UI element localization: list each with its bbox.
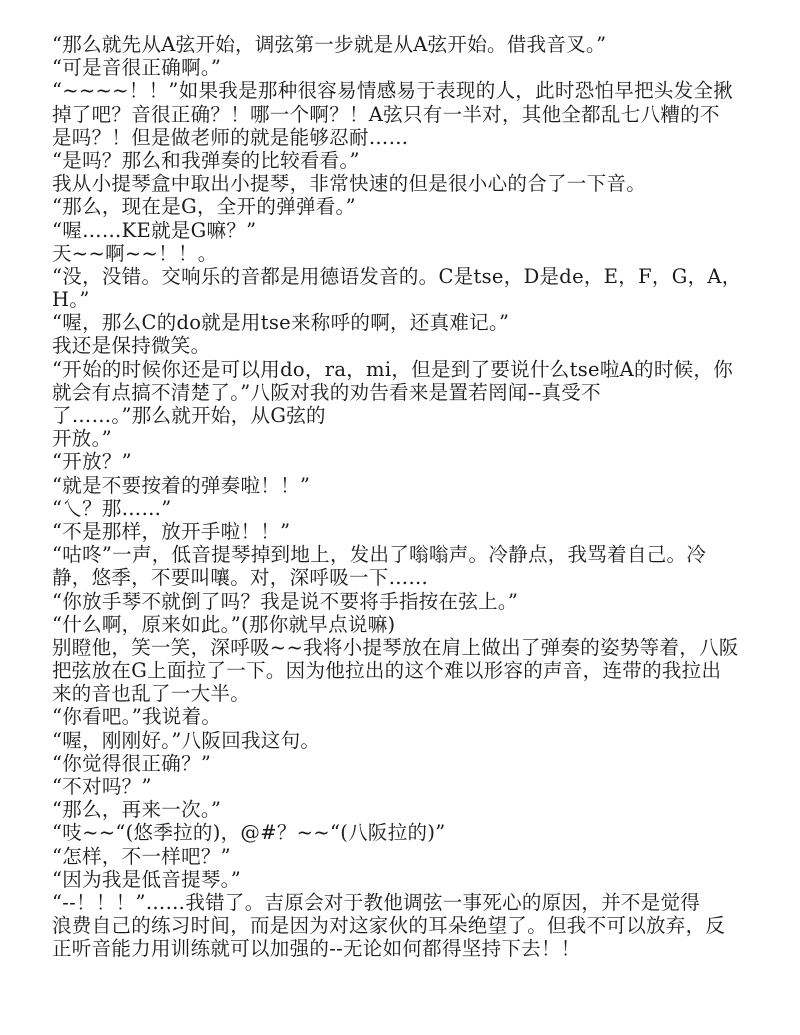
text-line: 我还是保持微笑。 [52, 334, 211, 358]
text-line: 正听音能力用训练就可以加强的--无论如何都得坚持下去！！ [52, 937, 581, 961]
text-line: “开始的时候你还是可以用do，ra，mi，但是到了要说什么tse啦A的时候，你 [52, 357, 734, 381]
text-line: 把弦放在G上面拉了一下。因为他拉出的这个难以形容的声音，连带的我拉出 [52, 659, 722, 683]
text-line: “~~~~！！”如果我是那种很容易情感易于表现的人，此时恐怕早把头发全揪 [52, 79, 734, 103]
text-line: “就是不要按着的弹奏啦！！” [52, 473, 311, 497]
text-line: “--！！！”……我错了。吉原会对于教他调弦一事死心的原因，并不是觉得 [52, 890, 701, 914]
text-line: “那么，再来一次。” [52, 798, 222, 822]
text-line: 来的音也乱了一大半。 [52, 682, 251, 706]
text-line: H。” [52, 288, 90, 312]
text-line: “可是音很正确啊。” [52, 56, 222, 80]
text-line: “咕咚”一声，低音提琴掉到地上，发出了嗡嗡声。冷静点，我骂着自己。冷 [52, 543, 707, 567]
text-line: “不是那样，放开手啦！！” [52, 519, 291, 543]
text-line: 是吗？！但是做老师的就是能够忍耐…… [52, 125, 409, 149]
text-line: “没，没错。交响乐的音都是用德语发音的。C是tse，D是de，E，F，G，A， [52, 264, 742, 288]
text-line: “怎样，不一样吧？” [52, 844, 231, 868]
text-line: 就会有点搞不清楚了。”八阪对我的劝告看来是置若罔闻--真受不 [52, 380, 601, 404]
text-line: “吱~~“(悠季拉的)，@#？~~“(八阪拉的)” [52, 821, 446, 845]
text-line: 天~~啊~~！！。 [52, 241, 218, 265]
text-line: “你看吧。”我说着。 [52, 705, 222, 729]
text-line: 开放。” [52, 427, 112, 451]
text-line: “因为我是低音提琴。” [52, 867, 241, 891]
text-line: “乀？那……” [52, 496, 172, 520]
novel-text-body [52, 33, 752, 961]
text-line: “你觉得很正确？” [52, 751, 212, 775]
text-line: “喔……KE就是G嘛？” [52, 218, 257, 242]
text-line: “不对吗？” [52, 775, 152, 798]
text-line: “喔，刚刚好。”八阪回我这句。 [52, 728, 321, 752]
text-line: “那么，现在是G，全开的弹弹看。” [52, 195, 356, 219]
text-line: “开放？” [52, 450, 132, 474]
text-line: 浪费自己的练习时间，而是因为对这家伙的耳朵绝望了。但我不可以放弃，反 [52, 914, 726, 938]
text-line: “是吗？那么和我弹奏的比较看看。” [52, 148, 360, 172]
text-line: 别瞪他，笑一笑，深呼吸~~我将小提琴放在肩上做出了弹奏的姿势等着，八阪 [52, 635, 739, 659]
text-line: 静，悠季，不要叫嚷。对，深呼吸一下…… [52, 566, 429, 590]
text-line: “你放手琴不就倒了吗？我是说不要将手指按在弦上。” [52, 589, 519, 613]
text-line: “什么啊，原来如此。”(那你就早点说嘛) [52, 612, 396, 636]
text-line: 我从小提琴盒中取出小提琴，非常快速的但是很小心的合了一下音。 [52, 172, 647, 196]
text-line: “那么就先从A弦开始，调弦第一步就是从A弦开始。借我音叉。” [52, 33, 607, 56]
text-line: “喔，那么C的do就是用tse来称呼的啊，还真难记。” [52, 311, 510, 335]
text-line: 掉了吧？音很正确？！哪一个啊？！A弦只有一半对，其他全都乱七八糟的不 [52, 102, 720, 126]
text-line: 了……。”那么就开始，从G弦的 [52, 404, 326, 427]
